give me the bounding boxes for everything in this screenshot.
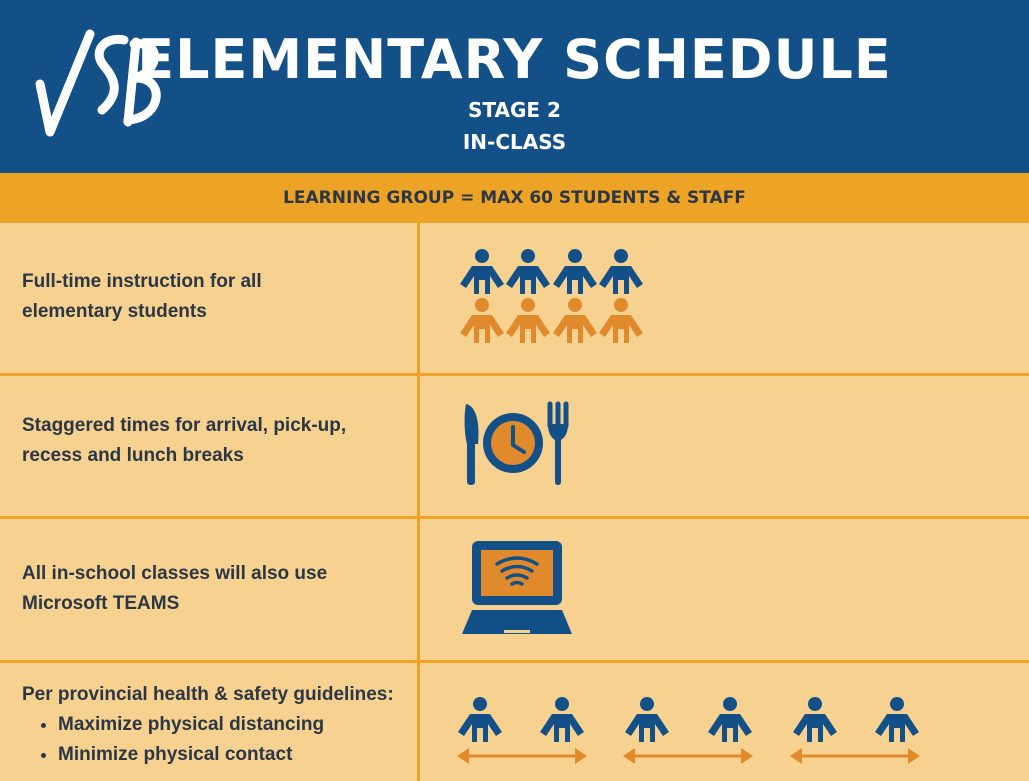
people-group-icon: [455, 245, 655, 355]
row-2-line2: recess and lunch breaks: [22, 445, 244, 466]
row-3-text: [22, 559, 402, 619]
row-3-line1: All in-school classes will also use: [22, 563, 328, 584]
row-4-bullets: [22, 710, 417, 770]
row-3-line2: Microsoft TEAMS: [22, 593, 180, 614]
learning-group-text: LEARNING GROUP = MAX 60 STUDENTS & STAFF: [283, 188, 746, 208]
row-4-text: [22, 680, 417, 770]
mode-label: IN-CLASS: [462, 130, 567, 154]
row-1-text: [22, 267, 402, 327]
row-1-line2: elementary students: [22, 301, 207, 322]
bullet-contact: • Minimize physical contact: [58, 740, 417, 770]
row-divider: [0, 373, 1029, 376]
column-divider: [417, 223, 420, 781]
laptop-wifi-icon: [462, 538, 574, 640]
row-1-line1: Full-time instruction for all: [22, 271, 262, 292]
stage-label: STAGE 2: [468, 98, 561, 122]
row-divider: [0, 516, 1029, 519]
row-4-line1: Per provincial health & safety guidelines:: [22, 684, 394, 705]
distancing-icon: [455, 690, 925, 772]
learning-group-band: [0, 173, 1029, 223]
row-2-line1: Staggered times for arrival, pick-up,: [22, 415, 347, 436]
row-divider: [0, 660, 1029, 663]
plate-clock-utensils-icon: [462, 402, 572, 487]
page-title: ELEMENTARY SCHEDULE: [137, 28, 892, 91]
header: [0, 0, 1029, 173]
row-2-text: [22, 411, 402, 471]
bullet-distancing: • Maximize physical distancing: [58, 710, 417, 740]
